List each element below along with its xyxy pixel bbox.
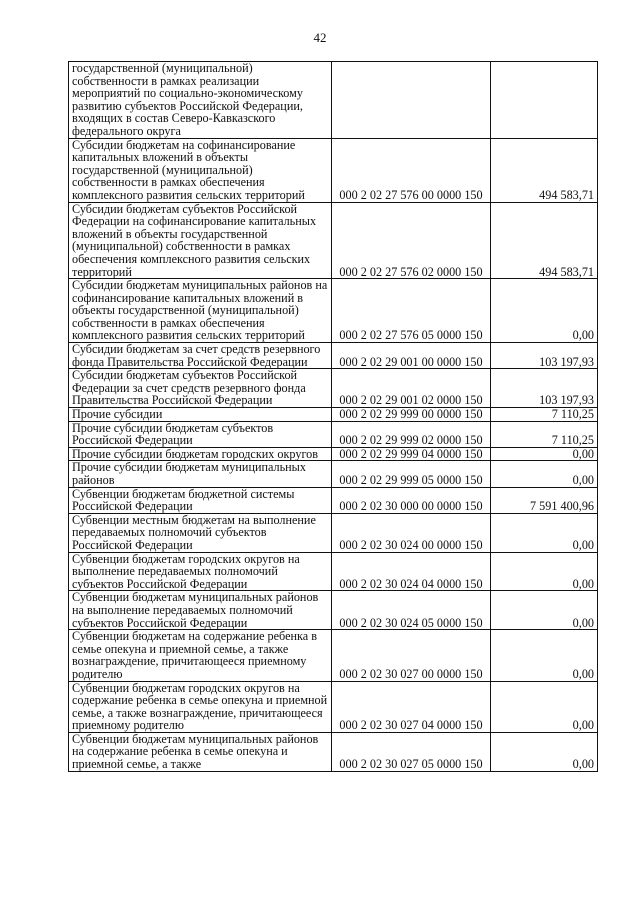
row-name-cell: Субсидии бюджетам субъектов Российской Федерации за счет средств резервного фонда Правительства Российской Федерации — [69, 369, 332, 408]
row-code-cell: 000 2 02 29 999 00 0000 150 — [332, 408, 491, 422]
row-value-cell: 0,00 — [491, 681, 598, 732]
row-code-cell: 000 2 02 30 000 00 0000 150 — [332, 487, 491, 513]
row-name-cell: Субсидии бюджетам субъектов Российской Федерации на софинансирование капитальных вложений в объекты государственной (муниципальной) собственности в рамках обеспечения комплексного развития сельских территорий — [69, 202, 332, 279]
row-value-cell: 0,00 — [491, 279, 598, 343]
row-code-cell: 000 2 02 30 027 00 0000 150 — [332, 630, 491, 681]
row-code-cell: 000 2 02 29 001 00 0000 150 — [332, 343, 491, 369]
page-number: 42 — [313, 30, 327, 45]
row-name-cell: Прочие субсидии бюджетам городских округов — [69, 447, 332, 461]
table-row — [69, 591, 598, 630]
row-name-cell: Субвенции бюджетам на содержание ребенка в семье опекуна и приемной семье, а также вознаграждение, причитающееся приемному родителю — [69, 630, 332, 681]
row-value-cell: 0,00 — [491, 513, 598, 552]
row-value-cell: 7 591 400,96 — [491, 487, 598, 513]
budget-revenue-table — [68, 61, 598, 772]
row-code-cell: 000 2 02 29 001 02 0000 150 — [332, 369, 491, 408]
table-row — [69, 487, 598, 513]
row-name-cell: Субвенции бюджетам городских округов на выполнение передаваемых полномочий субъектов Российской Федерации — [69, 552, 332, 591]
row-code-cell: 000 2 02 30 024 04 0000 150 — [332, 552, 491, 591]
row-value-cell: 0,00 — [491, 732, 598, 771]
row-value-cell: 0,00 — [491, 552, 598, 591]
table-row — [69, 138, 598, 202]
row-code-cell: 000 2 02 29 999 05 0000 150 — [332, 461, 491, 487]
table-row — [69, 408, 598, 422]
table-row — [69, 202, 598, 279]
row-value-cell: 103 197,93 — [491, 369, 598, 408]
row-code-cell: 000 2 02 30 024 00 0000 150 — [332, 513, 491, 552]
table-row — [69, 630, 598, 681]
row-code-cell: 000 2 02 29 999 02 0000 150 — [332, 421, 491, 447]
row-code-cell: 000 2 02 27 576 02 0000 150 — [332, 202, 491, 279]
row-name-cell: Субвенции местным бюджетам на выполнение передаваемых полномочий субъектов Российской Федерации — [69, 513, 332, 552]
row-code-cell: 000 2 02 29 999 04 0000 150 — [332, 447, 491, 461]
row-code-cell — [332, 62, 491, 139]
table-row — [69, 681, 598, 732]
table-row — [69, 552, 598, 591]
table-row — [69, 343, 598, 369]
row-value-cell: 7 110,25 — [491, 408, 598, 422]
row-code-cell: 000 2 02 27 576 00 0000 150 — [332, 138, 491, 202]
row-name-cell: Субвенции бюджетам городских округов на содержание ребенка в семье опекуна и приемной семье, а также вознаграждение, причитающееся приемному родителю — [69, 681, 332, 732]
row-name-cell: Субсидии бюджетам на софинансирование капитальных вложений в объекты государственной (муниципальной) собственности в рамках обеспечения комплексного развития сельских территорий — [69, 138, 332, 202]
table-row — [69, 461, 598, 487]
table-row — [69, 513, 598, 552]
table-row — [69, 447, 598, 461]
row-value-cell: 103 197,93 — [491, 343, 598, 369]
table-row — [69, 62, 598, 139]
row-code-cell: 000 2 02 30 027 05 0000 150 — [332, 732, 491, 771]
row-value-cell: 494 583,71 — [491, 138, 598, 202]
row-name-cell: Субсидии бюджетам за счет средств резервного фонда Правительства Российской Федерации — [69, 343, 332, 369]
row-name-cell: Субвенции бюджетам бюджетной системы Российской Федерации — [69, 487, 332, 513]
table-row — [69, 421, 598, 447]
row-code-cell: 000 2 02 30 024 05 0000 150 — [332, 591, 491, 630]
row-code-cell: 000 2 02 27 576 05 0000 150 — [332, 279, 491, 343]
table-row — [69, 279, 598, 343]
row-name-cell: Прочие субсидии бюджетам субъектов Российской Федерации — [69, 421, 332, 447]
row-value-cell: 7 110,25 — [491, 421, 598, 447]
table-row — [69, 369, 598, 408]
row-code-cell: 000 2 02 30 027 04 0000 150 — [332, 681, 491, 732]
row-value-cell — [491, 62, 598, 139]
row-name-cell: Субсидии бюджетам муниципальных районов на софинансирование капитальных вложений в объекты государственной (муниципальной) собственности в рамках обеспечения комплексного развития сельских территорий — [69, 279, 332, 343]
row-value-cell: 494 583,71 — [491, 202, 598, 279]
row-name-cell: Субвенции бюджетам муниципальных районов на содержание ребенка в семье опекуна и приемной семье, а также — [69, 732, 332, 771]
row-name-cell: Прочие субсидии — [69, 408, 332, 422]
row-value-cell: 0,00 — [491, 461, 598, 487]
row-value-cell: 0,00 — [491, 630, 598, 681]
row-name-cell: Прочие субсидии бюджетам муниципальных районов — [69, 461, 332, 487]
table-body — [69, 62, 598, 772]
table-row — [69, 732, 598, 771]
row-value-cell: 0,00 — [491, 447, 598, 461]
row-name-cell: Субвенции бюджетам муниципальных районов на выполнение передаваемых полномочий субъектов Российской Федерации — [69, 591, 332, 630]
row-name-cell: государственной (муниципальной) собственности в рамках реализации мероприятий по социально-экономическому развитию субъектов Российской Федерации, входящих в состав Северо-Кавказского федерального округа — [69, 62, 332, 139]
row-value-cell: 0,00 — [491, 591, 598, 630]
